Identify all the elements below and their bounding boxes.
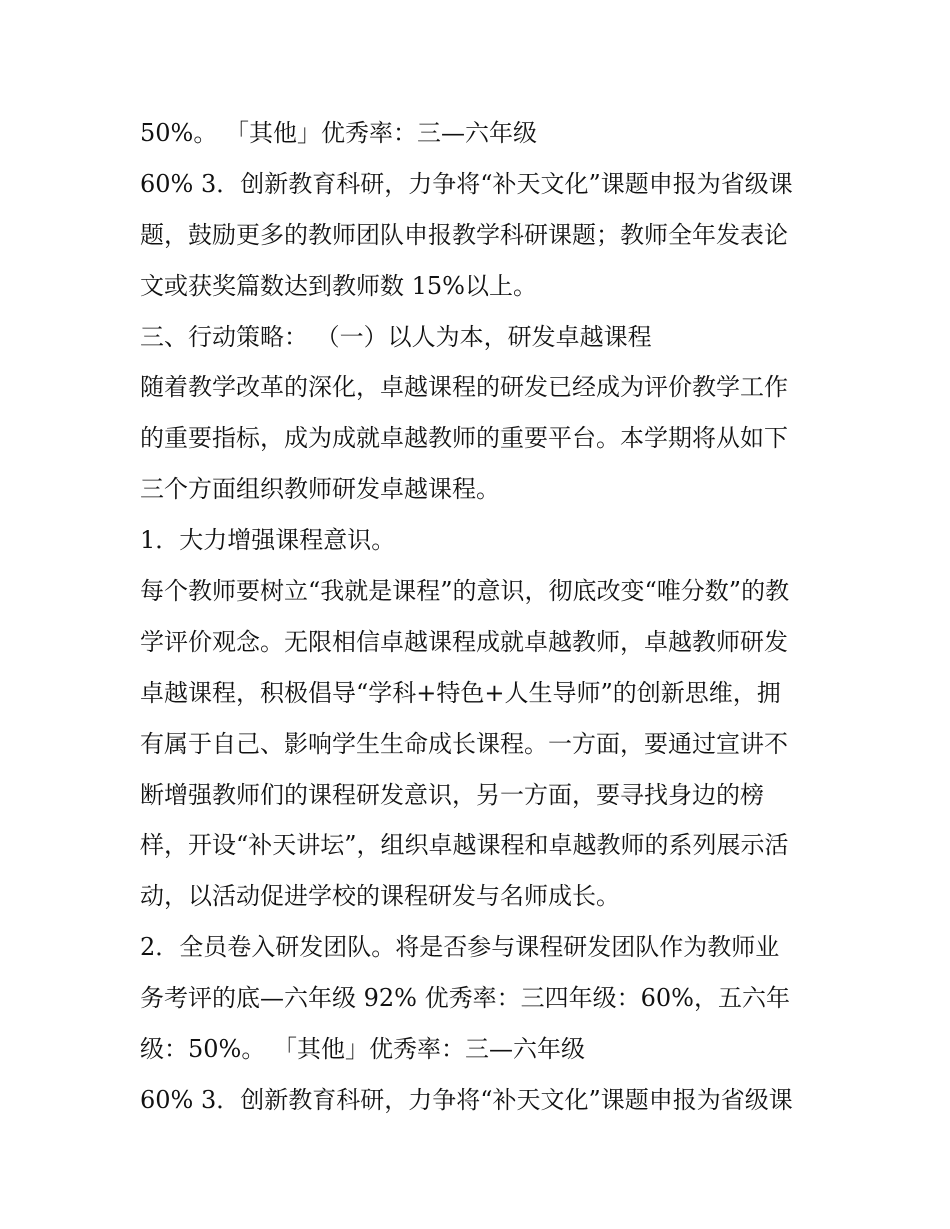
text-line: 50%。 「其他」优秀率：三—六年级 bbox=[140, 119, 537, 147]
text-line: 级：50%。 「其他」优秀率：三—六年级 bbox=[140, 1035, 585, 1064]
subheading: 1．大力增强课程意识。 bbox=[140, 526, 396, 555]
text-line: 三个方面组织教师研发卓越课程。 bbox=[140, 475, 500, 504]
text-line: 断增强教师们的课程研发意识，另一方面，要寻找身边的榜 bbox=[140, 780, 764, 809]
text-line: 文或获奖篇数达到教师数 15%以上。 bbox=[140, 271, 537, 300]
section-heading: 三、行动策略： （一）以人为本，研发卓越课程 bbox=[140, 322, 652, 351]
text-line: 每个教师要树立“我就是课程”的意识，彻底改变“唯分数”的教 bbox=[140, 577, 790, 606]
text-line: 随着教学改革的深化，卓越课程的研发已经成为评价教学工作 bbox=[140, 373, 788, 402]
text-line: 2．全员卷入研发团队。将是否参与课程研发团队作为教师业 bbox=[140, 933, 780, 962]
text-line: 题，鼓励更多的教师团队申报教学科研课题；教师全年发表论 bbox=[140, 220, 788, 249]
text-line: 卓越课程，积极倡导“学科+特色+人生导师”的创新思维，拥 bbox=[140, 678, 781, 707]
text-line: 动，以活动促进学校的课程研发与名师成长。 bbox=[140, 882, 620, 911]
text-line: 的重要指标，成为成就卓越教师的重要平台。本学期将从如下 bbox=[140, 424, 788, 453]
text-line: 有属于自己、影响学生生命成长课程。一方面，要通过宣讲不 bbox=[140, 729, 788, 758]
text-line: 学评价观念。无限相信卓越课程成就卓越教师，卓越教师研发 bbox=[140, 627, 788, 656]
text-line: 60% 3．创新教育科研，力争将“补天文化”课题申报为省级课 bbox=[140, 1085, 793, 1114]
text-line: 60% 3．创新教育科研，力争将“补天文化”课题申报为省级课 bbox=[140, 169, 793, 198]
document-body bbox=[140, 108, 820, 1126]
text-line: 样，开设“补天讲坛”，组织卓越课程和卓越教师的系列展示活 bbox=[140, 831, 789, 860]
text-line: 务考评的底—六年级 92% 优秀率：三四年级：60%，五六年 bbox=[140, 984, 790, 1013]
